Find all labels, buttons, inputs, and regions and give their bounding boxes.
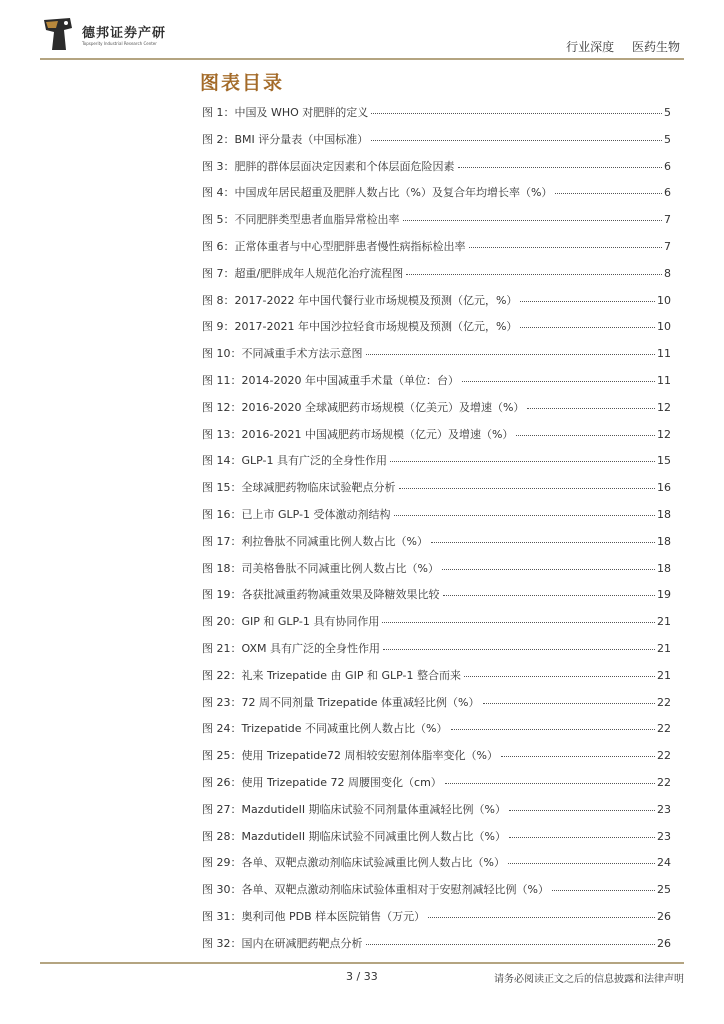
toc-entry[interactable] [202, 586, 671, 613]
toc-dot-leader [501, 756, 655, 757]
toc-entry-page: 5 [664, 106, 671, 119]
toc-entry-page: 6 [664, 186, 671, 200]
toc-entry-page: 7 [664, 213, 671, 227]
toc-entry[interactable] [202, 667, 671, 694]
toc-entry-page: 22 [657, 722, 671, 736]
toc-entry-label: 图 11：2014-2020 年中国减重手术量（单位：台） [202, 373, 459, 387]
toc-title: 图表目录 [200, 72, 285, 94]
toc-entry-page: 24 [657, 856, 671, 870]
toc-entry-page: 10 [657, 293, 671, 307]
page-number: 3 / 33 [346, 970, 378, 983]
toc-entry[interactable] [202, 158, 671, 185]
toc-dot-leader [366, 354, 656, 355]
toc-entry-label: 图 28：MazdutideII 期临床试验不同减重比例人数占比（%） [202, 829, 507, 843]
toc-entry-page: 26 [657, 909, 671, 923]
toc-entry[interactable] [202, 131, 671, 158]
toc-entry[interactable] [202, 828, 671, 855]
toc-dot-leader [458, 167, 663, 168]
toc-entry-page: 21 [657, 615, 671, 629]
toc-entry[interactable] [202, 399, 671, 426]
toc-dot-leader [394, 515, 656, 516]
toc-dot-leader [520, 327, 655, 328]
toc-dot-leader [390, 461, 655, 462]
brand-name-english: Topsperity Industrial Research Center [82, 41, 157, 46]
toc-dot-leader [516, 435, 655, 436]
toc-entry[interactable] [202, 613, 671, 640]
toc-entry-page: 23 [657, 802, 671, 816]
disclaimer-note: 请务必阅读正文之后的信息披露和法律声明 [494, 974, 684, 985]
toc-entry-label: 图 8：2017-2022 年中国代餐行业市场规模及预测（亿元，%） [202, 293, 518, 307]
toc-dot-leader [428, 917, 655, 918]
toc-entry-label: 图 12：2016-2020 全球减肥药市场规模（亿美元）及增速（%） [202, 400, 525, 414]
toc-entry-page: 22 [657, 749, 671, 763]
figure-toc-list [202, 104, 671, 962]
toc-dot-leader [399, 488, 656, 489]
toc-dot-leader [483, 703, 656, 704]
toc-entry-label: 图 6：正常体重者与中心型肥胖患者慢性病指标检出率 [202, 239, 466, 253]
toc-dot-leader [383, 649, 655, 650]
toc-entry-page: 6 [664, 159, 671, 173]
toc-entry[interactable] [202, 774, 671, 801]
toc-entry-label: 图 5：不同肥胖类型患者血脂异常检出率 [202, 213, 400, 227]
toc-entry-label: 图 16：已上市 GLP-1 受体激动剂结构 [202, 507, 391, 521]
toc-entry-page: 18 [657, 534, 671, 548]
toc-entry-page: 8 [664, 266, 671, 280]
toc-entry-label: 图 20：GIP 和 GLP-1 具有协同作用 [202, 615, 380, 629]
report-category [566, 38, 680, 55]
toc-entry-page: 25 [657, 883, 671, 897]
toc-entry[interactable] [202, 720, 671, 747]
toc-entry-label: 图 15：全球减肥药物临床试验靶点分析 [202, 481, 396, 495]
brand-name: 德邦证券产研 [82, 26, 167, 41]
page-header [40, 10, 684, 62]
toc-entry-label: 图 24：Trizepatide 不同减重比例人数占比（%） [202, 722, 448, 736]
toc-dot-leader [382, 622, 655, 623]
toc-entry-label: 图 7：超重/肥胖成年人规范化治疗流程图 [202, 266, 404, 280]
toc-entry[interactable] [202, 479, 671, 506]
report-type: 行业深度 [566, 40, 615, 54]
toc-entry-label: 图 31：奥利司他 PDB 样本医院销售（万元） [202, 909, 426, 923]
toc-dot-leader [406, 274, 662, 275]
toc-dot-leader [445, 783, 655, 784]
toc-entry-page: 11 [657, 347, 671, 361]
toc-dot-leader [509, 837, 655, 838]
toc-entry-label: 图 18：司美格鲁肽不同减重比例人数占比（%） [202, 561, 439, 575]
toc-entry-label: 图 19：各获批减重药物减重效果及降糖效果比较 [202, 588, 440, 602]
toc-dot-leader [403, 220, 663, 221]
footer-divider [40, 962, 684, 964]
toc-entry[interactable] [202, 640, 671, 667]
toc-entry[interactable] [202, 104, 671, 131]
toc-entry-label: 图 4：中国成年居民超重及肥胖人数占比（%）及复合年均增长率（%） [202, 186, 553, 200]
toc-entry-page: 18 [657, 561, 671, 575]
toc-entry[interactable] [202, 908, 671, 935]
toc-dot-leader [371, 140, 662, 141]
toc-entry-page: 19 [657, 588, 671, 602]
toc-entry-label: 图 25：使用 Trizepatide72 周相较安慰剂体脂率变化（%） [202, 749, 498, 763]
toc-entry-page: 7 [664, 239, 671, 253]
toc-dot-leader [371, 113, 662, 114]
toc-entry[interactable] [202, 372, 671, 399]
toc-entry-page: 21 [657, 641, 671, 655]
toc-dot-leader [366, 944, 656, 945]
toc-entry-label: 图 1：中国及 WHO 对肥胖的定义 [202, 106, 369, 119]
toc-dot-leader [520, 301, 655, 302]
toc-entry[interactable] [202, 238, 671, 265]
toc-entry[interactable] [202, 694, 671, 721]
toc-entry-page: 22 [657, 775, 671, 789]
toc-entry-page: 11 [657, 373, 671, 387]
toc-entry-page: 21 [657, 668, 671, 682]
toc-entry[interactable] [202, 184, 671, 211]
toc-entry-label: 图 21：OXM 具有广泛的全身性作用 [202, 641, 380, 655]
toc-entry-label: 图 27：MazdutideII 期临床试验不同剂量体重减轻比例（%） [202, 802, 507, 816]
toc-entry-label: 图 32：国内在研减肥药靶点分析 [202, 936, 363, 950]
toc-entry-label: 图 2：BMI 评分量表（中国标准） [202, 132, 369, 146]
toc-entry-label: 图 22：礼来 Trizepatide 由 GIP 和 GLP-1 整合而来 [202, 668, 461, 682]
toc-entry-label: 图 30：各单、双靶点激动剂临床试验体重相对于安慰剂减轻比例（%） [202, 883, 549, 897]
report-sector: 医药生物 [631, 40, 680, 54]
toc-dot-leader [469, 247, 663, 248]
toc-entry[interactable] [202, 854, 671, 881]
toc-entry[interactable] [202, 506, 671, 533]
toc-dot-leader [462, 381, 655, 382]
toc-entry-label: 图 3：肥胖的群体层面决定因素和个体层面危险因素 [202, 159, 455, 173]
toc-entry-label: 图 29：各单、双靶点激动剂临床试验减重比例人数占比（%） [202, 856, 505, 870]
toc-entry[interactable] [202, 801, 671, 828]
toc-dot-leader [509, 810, 655, 811]
toc-entry-label: 图 10：不同减重手术方法示意图 [202, 347, 363, 361]
toc-entry-page: 18 [657, 507, 671, 521]
header-divider [40, 58, 684, 60]
toc-entry-page: 10 [657, 320, 671, 334]
toc-entry-label: 图 13：2016-2021 中国减肥药市场规模（亿元）及增速（%） [202, 427, 514, 441]
toc-entry-label: 图 23：72 周不同剂量 Trizepatide 体重减轻比例（%） [202, 695, 480, 709]
toc-entry[interactable] [202, 533, 671, 560]
toc-dot-leader [555, 193, 662, 194]
toc-entry[interactable] [202, 747, 671, 774]
toc-entry-page: 26 [657, 936, 671, 950]
toc-entry[interactable] [202, 345, 671, 372]
toc-dot-leader [527, 408, 655, 409]
toc-entry[interactable] [202, 935, 671, 962]
toc-entry[interactable] [202, 452, 671, 479]
toc-entry-label: 图 26：使用 Trizepatide 72 周腰围变化（cm） [202, 775, 442, 789]
toc-dot-leader [552, 890, 655, 891]
company-logo-icon [40, 14, 76, 54]
toc-dot-leader [443, 595, 656, 596]
toc-entry-label: 图 17：利拉鲁肽不同减重比例人数占比（%） [202, 534, 428, 548]
toc-entry-page: 5 [664, 132, 671, 146]
toc-entry-page: 12 [657, 427, 671, 441]
toc-entry[interactable] [202, 292, 671, 319]
toc-dot-leader [508, 863, 655, 864]
toc-entry[interactable] [202, 560, 671, 587]
toc-entry[interactable] [202, 881, 671, 908]
toc-entry-page: 15 [657, 454, 671, 468]
toc-dot-leader [451, 729, 655, 730]
toc-entry-page: 16 [657, 481, 671, 495]
toc-entry[interactable] [202, 426, 671, 453]
toc-entry-label: 图 14：GLP-1 具有广泛的全身性作用 [202, 454, 388, 468]
toc-entry-page: 22 [657, 695, 671, 709]
toc-entry-page: 12 [657, 400, 671, 414]
toc-entry[interactable] [202, 265, 671, 292]
toc-entry-label: 图 9：2017-2021 年中国沙拉轻食市场规模及预测（亿元，%） [202, 320, 518, 334]
toc-entry[interactable] [202, 211, 671, 238]
toc-dot-leader [431, 542, 655, 543]
toc-dot-leader [442, 569, 655, 570]
toc-entry[interactable] [202, 318, 671, 345]
toc-entry-page: 23 [657, 829, 671, 843]
toc-dot-leader [464, 676, 655, 677]
